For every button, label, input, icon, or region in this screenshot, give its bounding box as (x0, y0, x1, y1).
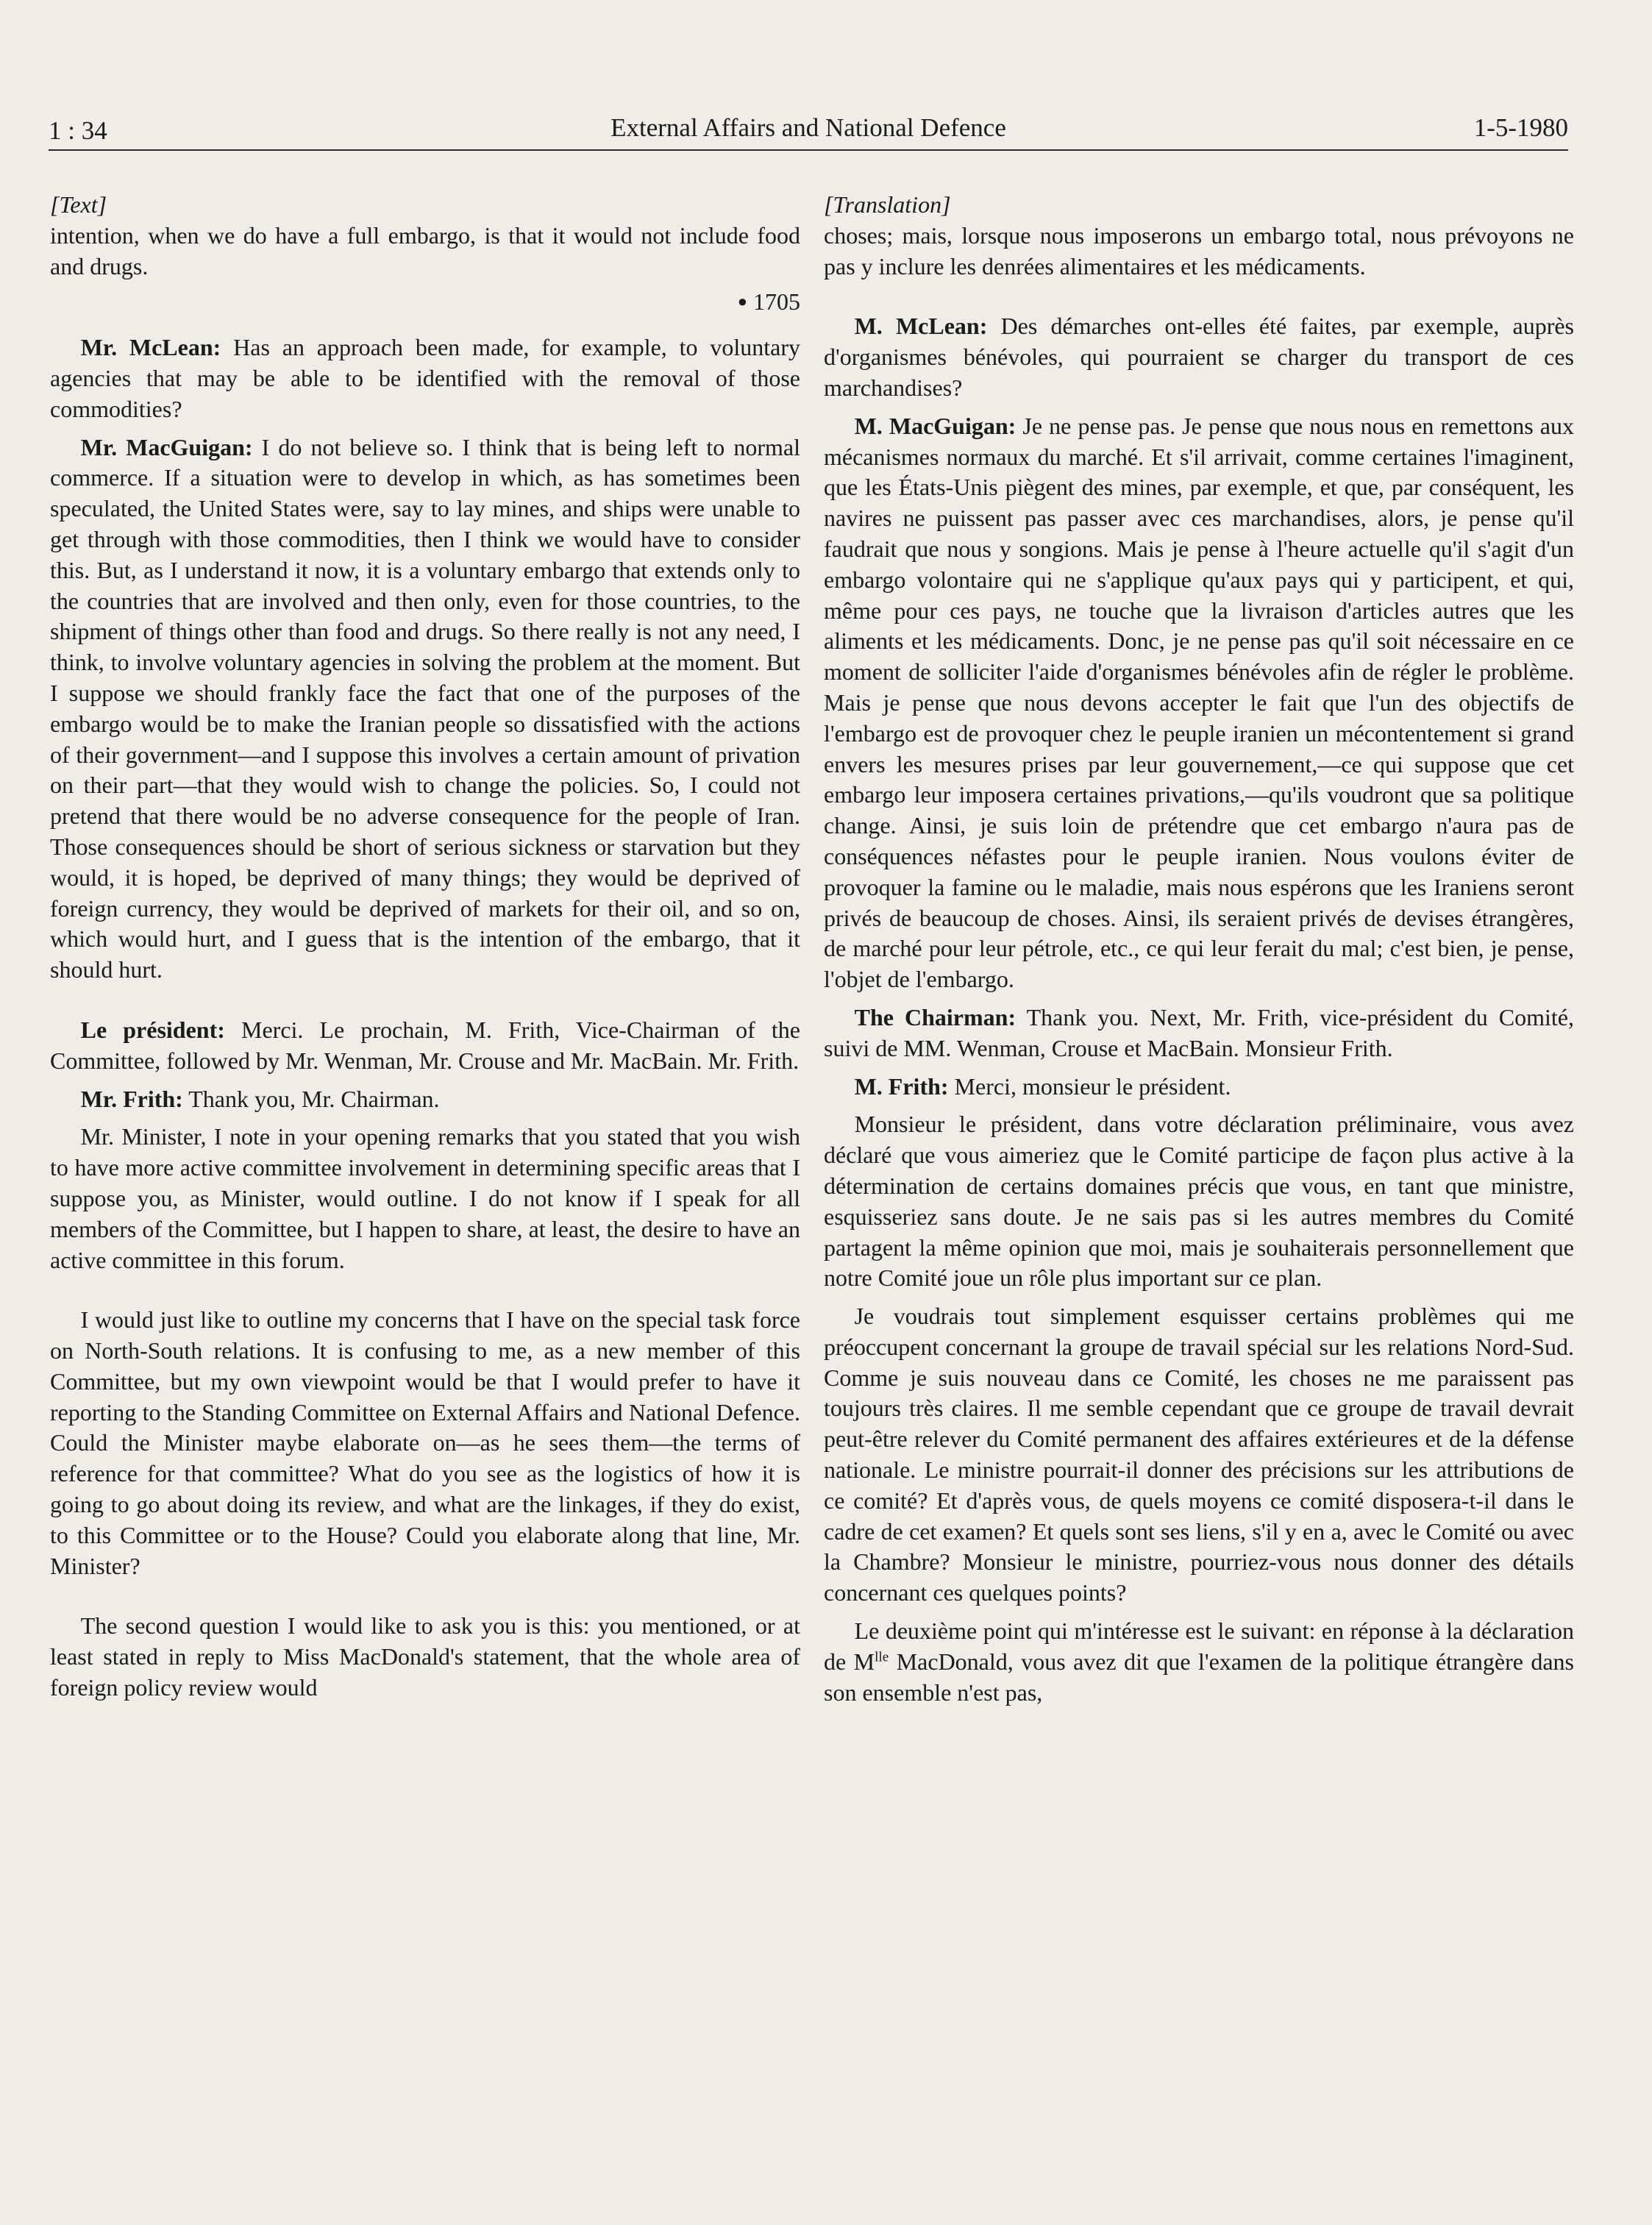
paragraph (824, 1616, 1574, 1708)
paragraph (824, 311, 1574, 403)
speech-text: Thank you, Mr. Chairman. (182, 1085, 440, 1112)
speech-text: Merci. Le prochain, M. Frith, Vice-Chairman of the Committee, followed by Mr. Wenman, Mr. Crouse and Mr. MacBain. Mr. Frith. (50, 1016, 801, 1074)
time-marker-text: 1705 (753, 288, 800, 316)
speaker-name: Mr. Frith: (80, 1085, 183, 1112)
paragraph (50, 1084, 800, 1115)
speech-text: Has an approach been made, for example, to voluntary agencies that may be able to be identified with the removal of those commodities? (50, 334, 801, 422)
paragraph (50, 1015, 800, 1077)
speaker-name: Mr. McLean: (80, 334, 221, 361)
paragraph: I would just like to outline my concerns that I have on the special task force on North-South relations. It is confusing to me, as a new member of this Committee, but my own viewpoint would be that I would prefer to have it reporting to the Standing Committee on External Affairs and National Defence. Could the Minister maybe elaborate on—as he sees them—the terms of reference for that committee? What do you see as the logistics of how it is going to go about doing its review, and what are the linkages, if they do exist, to this Committee or to the House? Could you elaborate along that line, Mr. Minister? (50, 1306, 800, 1579)
french-column (824, 190, 1574, 1708)
paragraph-text: Le deuxième point qui m'intéresse est le suivant: en réponse à la déclaration de M (824, 1617, 1574, 1675)
paragraph: The second question I would like to ask you is this: you mentioned, or at least stated in reply to Miss MacDonald's statement, that the whole area of foreign policy review would (50, 1612, 800, 1701)
paragraph: choses; mais, lorsque nous imposerons un embargo total, nous prévoyons ne pas y inclure les denrées alimentaires et les médicaments. (824, 221, 1574, 280)
header-divider (49, 149, 1568, 151)
speaker-name: M. MacGuigan: (854, 412, 1017, 439)
page-date: 1-5-1980 (1473, 113, 1568, 142)
paragraph: Mr. Minister, I note in your opening remarks that you stated that you wish to have more active committee involvement in determining specific areas that I suppose you, as Minister, would outline. I do not know if I speak for all members of the Committee, but I happen to share, at least, the desire to have an active committee in this forum. (50, 1123, 800, 1273)
speaker-name: M. Frith: (854, 1072, 949, 1100)
paragraph: intention, when we do have a full embargo, is that it would not include food and drugs. (50, 221, 800, 280)
speech-text: I do not believe so. I think that is being left to normal commerce. If a situation were to develop in which, as has sometimes been speculated, the United States were, say to lay mines, and ships were unable to get through with those commodities, then I think we would have to consider this. But, as I understand it now, it is a voluntary embargo that extends only to the countries that are involved and then only, even for those countries, to the shipment of things other than food and drugs. So there really is not any need, I think, to involve voluntary agencies in solving the problem at the moment. But I suppose we should frankly face the fact that one of the purposes of the embargo would be to make the Iranian people so dissatisfied with the actions of their government—and I suppose this involves a certain amount of privation on their part—that they would wish to change the policies. So, I could not pretend that there would be no adverse consequence for the people of Iran. Those consequences should be short of serious sickness or starvation but they would, it is hoped, be deprived of many things; they would be deprived of foreign currency, they would be deprived of markets for their oil, and so on, which would hurt, and I guess that is the intention of the embargo, that it should hurt. (50, 433, 801, 983)
page-title: External Affairs and National Defence (610, 113, 1006, 142)
english-column (50, 190, 800, 1704)
translation-label: [Translation] (824, 191, 951, 218)
paragraph: Monsieur le président, dans votre déclaration préliminaire, vous avez déclaré que vous aimeriez que le Comité participe de façon plus active à la détermination de certains domaines précis que vous, en tant que ministre, esquisseriez sans doute. Je ne sais pas si les autres membres du Comité partagent la même opinion que moi, mais je souhaiterais personnellement que notre Comité joue un rôle plus important sur ce plan. (824, 1111, 1574, 1292)
page-header (49, 110, 1568, 152)
page-number: 1 : 34 (49, 116, 107, 145)
speech-text: Thank you. Next, Mr. Frith, vice-président du Comité, suivi de MM. Wenman, Crouse et MacBain. Monsieur Frith. (824, 1003, 1575, 1061)
paragraph (824, 1072, 1574, 1103)
time-marker (50, 286, 800, 318)
speaker-name: Le président: (80, 1016, 225, 1043)
text-label: [Text] (50, 191, 107, 218)
paragraph: Je voudrais tout simplement esquisser certains problèmes qui me préoccupent concernant la groupe de travail spécial sur les relations Nord-Sud. Comme je suis nouveau dans ce Comité, les choses ne me paraissent pas toujours très claires. Il me semble cependant que ce groupe de travail devrait peut-être relever du Comité permanent des affaires extérieures et de la défense nationale. Le ministre pourrait-il donner des précisions sur les attributions de ce comité? Et d'après vous, de quels moyens ce comité disposera-t-il dans le cadre de cet examen? Et quels sont ses liens, s'il y en a, avec le Comité ou avec la Chambre? Monsieur le ministre, pourriez-vous nous donner des détails concernant ces quelques points? (824, 1303, 1574, 1606)
speech-text: Des démarches ont-elles été faites, par exemple, auprès d'organismes bénévoles, qui pourraient se charger du transport de ces marchandises? (824, 313, 1575, 401)
speaker-name: Mr. MacGuigan: (80, 433, 253, 460)
speech-text: Merci, monsieur le président. (948, 1072, 1231, 1100)
speaker-name: M. McLean: (854, 313, 988, 340)
bullet-icon: ● (737, 292, 747, 311)
paragraph (50, 332, 800, 424)
paragraph (50, 432, 800, 986)
paragraph (824, 411, 1574, 995)
paragraph (824, 1003, 1574, 1064)
speaker-name: The Chairman: (854, 1003, 1017, 1030)
superscript-abbrev: lle (875, 1649, 889, 1665)
speech-text: Je ne pense pas. Je pense que nous nous en remettons aux mécanismes normaux du marché. Et s'il arrivait, comme certaines l'imaginent, que les États-Unis piègent des mines, par exemple, et que, par conséquent, les navires ne puissent pas passer avec ces marchandises, alors, je pense qu'il faudrait que nous y songions. Mais je pense à l'heure actuelle qu'il s'agit d'un embargo volontaire qui ne s'applique qu'aux pays qui y participent, et qui, même pour ces pays, ne touche que la livraison d'articles autres que les aliments et les médicaments. Donc, je ne pense pas qu'il soit nécessaire en ce moment de solliciter l'aide d'organismes bénévoles afin de régler le problème. Mais je pense que nous devons accepter le fait que l'un des objectifs de l'embargo est de provoquer chez le peuple iranien un mécontentement si grand envers les mesures prises par leur gouvernement,—ce qui suppose que cet embargo leur imposera certaines privations,—qu'ils voudront que sa politique change. Ainsi, je suis loin de prétendre que cet embargo n'aura pas de conséquences néfastes pour le peuple iranien. Nous voulons éviter de provoquer la famine ou le maladie, mais nous espérons que les Iraniens seront privés de beaucoup de choses. Ainsi, ils seraient privés de devises étrangères, de marché pour leur pétrole, etc., ce qui leur ferait du mal; c'est bien, je pense, l'objet de l'embargo. (824, 412, 1575, 993)
paragraph-text: MacDonald, vous avez dit que l'examen de la politique étrangère dans son ensemble n'est pas, (824, 1648, 1575, 1706)
